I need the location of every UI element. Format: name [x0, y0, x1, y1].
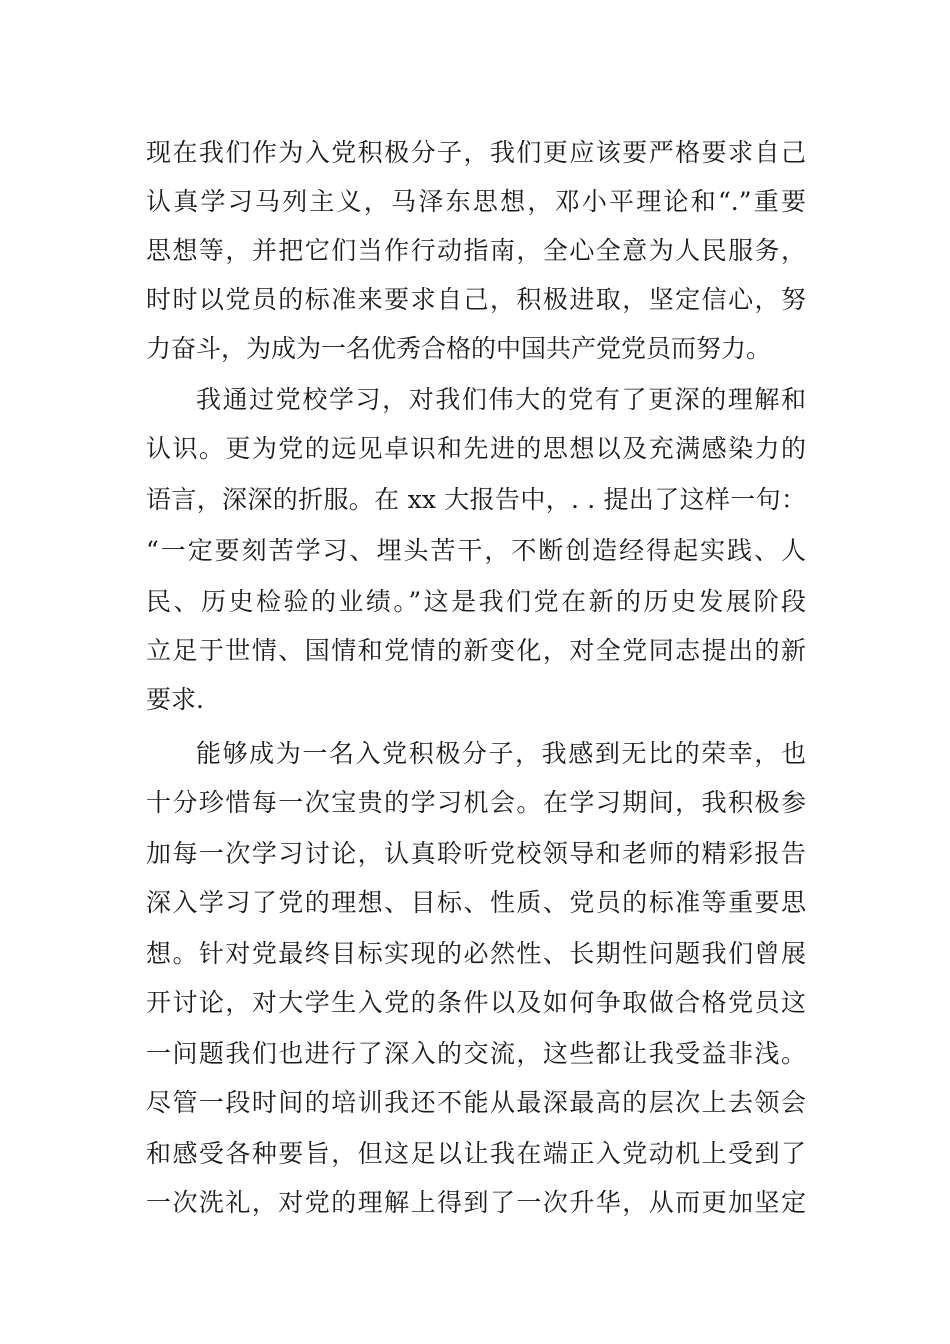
- text-line: 立足于世情、国情和党情的新变化，对全党同志提出的新: [146, 636, 806, 665]
- text-line: 语言，深深的折服。在 xx 大报告中，. . 提出了这样一句：: [146, 485, 806, 514]
- text-line: 尽管一段时间的培训我还不能从最深最高的层次上去领会: [146, 1088, 806, 1117]
- text-line: 认真学习马列主义，马泽东思想，邓小平理论和“.”重要: [146, 187, 806, 216]
- text-line: 要求.: [146, 685, 204, 714]
- text-line: 现在我们作为入党积极分子，我们更应该要严格要求自己: [146, 138, 806, 167]
- text-line: 能够成为一名入党积极分子，我感到无比的荣幸，也: [196, 739, 806, 768]
- text-line: 开讨论，对大学生入党的条件以及如何争取做合格党员这: [146, 988, 806, 1017]
- text-line: 和感受各种要旨，但这足以让我在端正入党动机上受到了: [146, 1139, 806, 1168]
- text-line: 时时以党员的标准来要求自己，积极进取，坚定信心，努: [146, 285, 806, 314]
- text-line: “一定要刻苦学习、埋头苦干，不断创造经得起实践、人: [146, 536, 806, 565]
- text-line: 一次洗礼，对党的理解上得到了一次升华，从而更加坚定: [146, 1188, 806, 1217]
- text-line: 民、历史检验的业绩。”这是我们党在新的历史发展阶段: [146, 587, 806, 616]
- text-line: 加每一次学习讨论，认真聆听党校领导和老师的精彩报告: [146, 839, 806, 868]
- text-line: 认识。更为党的远见卓识和先进的思想以及充满感染力的: [146, 434, 806, 463]
- text-line: 思想等，并把它们当作行动指南，全心全意为人民服务，: [146, 236, 806, 265]
- text-line: 我通过党校学习，对我们伟大的党有了更深的理解和: [196, 385, 806, 414]
- text-line: 一问题我们也进行了深入的交流，这些都让我受益非浅。: [146, 1039, 806, 1068]
- text-line: 十分珍惜每一次宝贵的学习机会。在学习期间，我积极参: [146, 788, 806, 817]
- text-line: 想。针对党最终目标实现的必然性、长期性问题我们曾展: [146, 939, 806, 968]
- text-line: 深入学习了党的理想、目标、性质、党员的标准等重要思: [146, 888, 806, 917]
- text-line: 力奋斗，为成为一名优秀合格的中国共产党党员而努力。: [146, 334, 772, 363]
